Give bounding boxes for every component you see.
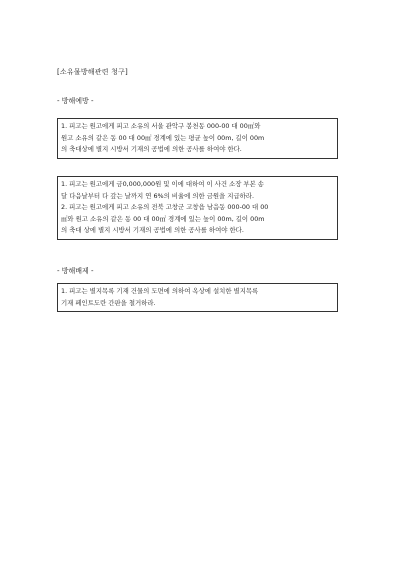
claim-box-removal-1 <box>57 283 338 312</box>
document-title: [소유물방해관련 청구] <box>57 68 128 76</box>
claim-line: 원고 소유의 같은 동 00 대 00㎡ 경계에 있는 평균 높이 00m, 길이 00m <box>61 133 265 142</box>
claim-line: 의 축대 상에 별지 시방서 기재의 공법에 의한 공사를 하여야 한다. <box>61 226 244 235</box>
claim-line: 기재 페인트도란 간판을 철거하라. <box>61 298 156 307</box>
claim-line: 2. 피고는 원고에게 피고 소유의 전북 고창군 고창읍 남음동 000-00 대 00 <box>61 203 269 212</box>
section-heading-prevention: - 방해예방 - <box>57 97 94 105</box>
claim-line: 1. 피고는 원고에게 피고 소유의 서울 관악구 봉천동 000-00 대 00㎡와 <box>61 122 261 130</box>
claim-line: 1. 피고는 별지목록 기재 건물의 도면에 의하여 옥상에 설치한 별지목록 <box>61 287 259 295</box>
claim-line: 의 축대상에 별지 시방서 기재의 공법에 의한 공사를 하여야 한다. <box>61 145 242 154</box>
claim-line: 1. 피고는 원고에게 금0,000,000원 및 이에 대하여 이 사건 소장 부본 송 <box>61 180 264 188</box>
section-heading-removal: - 방해배제 - <box>57 267 94 275</box>
claim-box-prevention-2 <box>57 176 338 240</box>
claim-box-prevention-1 <box>57 118 338 159</box>
claim-line: ㎡와 원고 소유의 같은 동 00 대 00㎡ 경계에 있는 높이 00m, 길이 00m <box>61 214 265 223</box>
claim-line: 달 다음날부터 다 갚는 날까지 연 6%의 비율에 의한 금원을 지급하라. <box>61 191 254 200</box>
